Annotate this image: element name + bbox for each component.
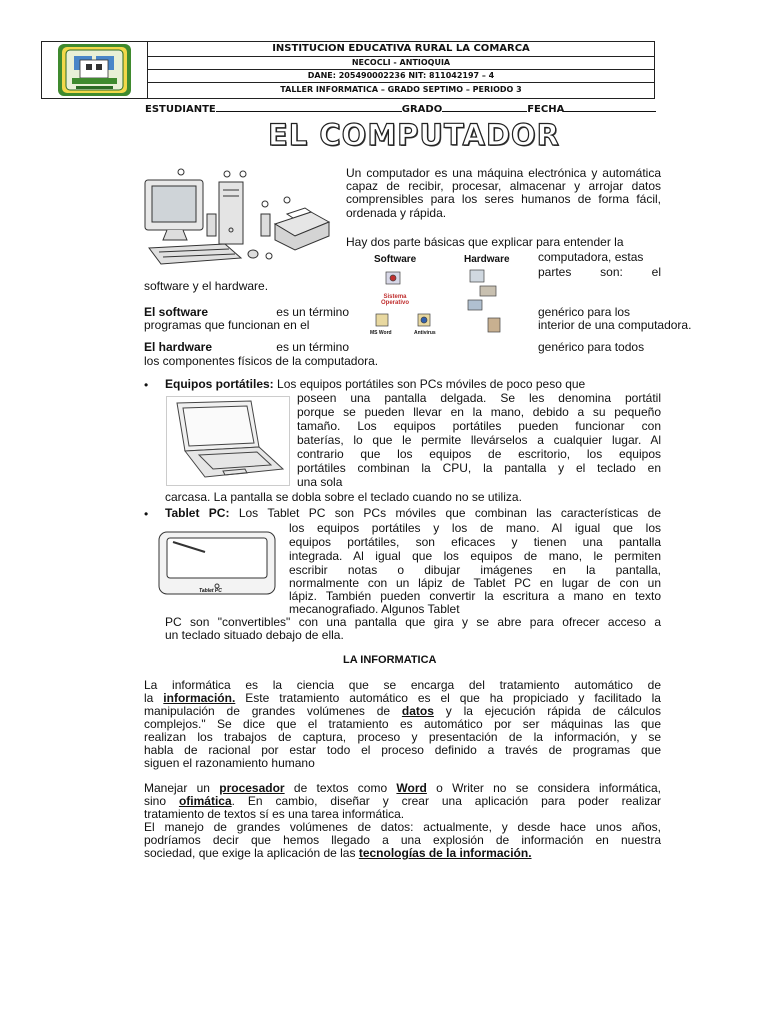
laptop-line8: una sola bbox=[297, 475, 343, 489]
info-p2-e: . En cambio, diseñar y crear una aplicación para poder realizar bbox=[231, 794, 661, 808]
header-table bbox=[41, 41, 655, 99]
date-label: FECHA bbox=[527, 104, 565, 115]
datos-link[interactable]: datos bbox=[401, 704, 434, 718]
info-p2-c: o Writer no se considera informática, bbox=[436, 781, 662, 795]
computer-illustration-icon bbox=[135, 166, 335, 270]
tablet-line5: escribir notas o dibujar imágenes en la pantalla, bbox=[289, 563, 661, 577]
tablet-line9: PC son "convertibles" con una pantalla que gira y se abre para ofrecer acceso a bbox=[165, 615, 661, 629]
info-p1-line5: realizan los trabajos de captura, proceso y presentación de la información, y se bbox=[144, 730, 661, 744]
date-blank[interactable] bbox=[564, 111, 656, 112]
info-p3-line3 bbox=[144, 847, 532, 860]
tablet-line1 bbox=[165, 507, 661, 520]
laptop-line3: porque se pueden llevar en la mano, debido a su pequeño bbox=[297, 405, 661, 419]
workshop-title: TALLER INFORMATICA – GRADO SEPTIMO – PERIODO 3 bbox=[280, 85, 522, 94]
diagram-hardware-label: Hardware bbox=[464, 254, 510, 265]
diagram-word-label: MS Word bbox=[370, 330, 392, 336]
hardware-term: El hardware bbox=[144, 340, 213, 354]
intro-parts-line1: Hay dos parte básicas que explicar para entender la bbox=[346, 235, 624, 249]
student-info-line bbox=[145, 104, 656, 115]
ofimatica-link[interactable]: ofimática bbox=[178, 794, 232, 808]
laptop-line1-text: Los equipos portátiles son PCs móviles de poco peso que bbox=[277, 377, 586, 391]
tablet-line6: normalmente con un lápiz de Tablet PC en lugar de con un bbox=[289, 576, 661, 590]
software-def-a: es un término bbox=[276, 305, 349, 319]
tablet-image bbox=[155, 528, 280, 598]
intro-word-partes: partes bbox=[538, 265, 572, 279]
laptop-term: Equipos portátiles: bbox=[165, 377, 274, 391]
software-term: El software bbox=[144, 305, 209, 319]
info-p1-line6: habla de racional por estar todo el proceso definido a través de programas que bbox=[144, 743, 661, 757]
intro-parts-line2: computadora, estas bbox=[538, 250, 644, 264]
info-p1-line7: siguen el razonamiento humano bbox=[144, 756, 315, 770]
info-word-la: la bbox=[144, 691, 154, 705]
tablet-line8: mecanografiado. Algunos Tablet bbox=[289, 602, 460, 616]
info-p3-line1: El manejo de grandes volúmenes de datos: actualmente, y desde hace unos años, bbox=[144, 820, 661, 834]
intro-paragraph: Un computador es una máquina electrónica y automática capaz de recibir, procesar, almacenar y arrojar datos comprensibles para los seres humanos de forma fácil, ordenada y rápida. bbox=[346, 166, 661, 220]
hardware-def-line1 bbox=[144, 341, 349, 354]
laptop-line2: poseen una pantalla delgada. Se les denomina portátil bbox=[297, 391, 661, 405]
diagram-os-label: Sistema Operativo bbox=[380, 294, 409, 306]
laptop-icon bbox=[167, 397, 289, 485]
software-def-b: genérico para los bbox=[538, 305, 631, 319]
info-p2-d: sino bbox=[144, 794, 167, 808]
info-p1-line3-a: manipulación de grandes volúmenes de bbox=[144, 704, 391, 718]
laptop-line7: portátiles combinan la CPU, la pantalla y el teclado en bbox=[297, 461, 661, 475]
info-p2-b: de textos como bbox=[293, 781, 388, 795]
intro-word-son: son: bbox=[600, 265, 623, 279]
grade-blank[interactable] bbox=[442, 111, 527, 112]
software-def-c: programas que funcionan en el bbox=[144, 318, 310, 332]
informatica-heading: LA INFORMATICA bbox=[343, 654, 437, 666]
tablet-line3: equipos portátiles, son eficaces y tienen una pantalla bbox=[289, 535, 661, 549]
diagram-software-label: Software bbox=[374, 254, 417, 265]
laptop-line9: carcasa. La pantalla se dobla sobre el teclado cuando no se utiliza. bbox=[165, 490, 522, 504]
laptop-line1 bbox=[165, 378, 585, 391]
institution-dane: DANE: 205490002236 NIT: 811042197 – 4 bbox=[148, 70, 654, 83]
info-p3-line2: podríamos decir que hemos llegado a una explosión de información en nuestra bbox=[144, 833, 661, 847]
computer-parts-image bbox=[135, 166, 335, 270]
procesador-link[interactable]: procesador bbox=[219, 781, 285, 795]
intro-word-el: el bbox=[651, 265, 661, 279]
info-p1-line4: complejos." Se dice que el tratamiento es automático por ser máquinas las que bbox=[144, 717, 661, 731]
laptop-line4: tamaño. Los equipos portátiles pueden funcionar con bbox=[297, 419, 661, 433]
laptop-line5: baterías, lo que le permite llevárselos a cualquier lugar. Al bbox=[297, 433, 661, 447]
info-p2-line3: tratamiento de textos sí es una tarea informática. bbox=[144, 807, 405, 821]
student-label: ESTUDIANTE bbox=[145, 104, 216, 115]
info-p3-c: sociedad, que exige la aplicación de las bbox=[144, 846, 356, 860]
intro-parts-line4: software y el hardware. bbox=[144, 279, 269, 293]
tecnologias-link[interactable]: tecnologías de la información. bbox=[358, 846, 532, 860]
grade-label: GRADO bbox=[401, 104, 443, 115]
informacion-link[interactable]: información. bbox=[163, 691, 236, 705]
word-link[interactable]: Word bbox=[396, 781, 427, 795]
info-p1-line2-text: Este tratamiento automático es el que ha propiciado y facilitado la bbox=[245, 691, 661, 705]
hardware-def-c: los componentes físicos de la computadora. bbox=[144, 354, 379, 368]
student-blank[interactable] bbox=[216, 111, 402, 112]
software-hardware-diagram bbox=[362, 252, 530, 340]
software-def-d: interior de una computadora. bbox=[538, 318, 692, 332]
school-logo bbox=[42, 42, 148, 98]
tablet-bullet: • bbox=[144, 507, 149, 521]
info-p1-line1: La informática es la ciencia que se encarga del tratamiento automático de bbox=[144, 678, 661, 692]
institution-name: INSTITUCION EDUCATIVA RURAL LA COMARCA bbox=[148, 42, 654, 57]
school-crest-icon bbox=[42, 42, 147, 98]
page-title: EL COMPUTADOR bbox=[268, 118, 561, 152]
laptop-line6: contrario que los equipos de escritorio, los equipos bbox=[297, 447, 661, 461]
institution-location: NECOCLI - ANTIOQUIA bbox=[148, 57, 654, 70]
tablet-term: Tablet PC: bbox=[165, 506, 230, 520]
diagram-antivirus-label: Antivirus bbox=[414, 330, 436, 336]
laptop-bullet: • bbox=[144, 378, 149, 392]
info-p2-a: Manejar un bbox=[144, 781, 210, 795]
hardware-def-b: genérico para todos bbox=[538, 340, 645, 354]
tablet-line7: lápiz. También pueden convertir la escritura a mano en texto bbox=[289, 589, 661, 603]
tablet-line1-text: Los Tablet PC son PCs móviles que combinan las características de bbox=[238, 506, 661, 520]
intro-parts-line3 bbox=[538, 266, 661, 279]
hardware-def-a: es un término bbox=[276, 340, 349, 354]
tablet-line10: un teclado situado debajo de ella. bbox=[165, 628, 344, 642]
tablet-line2: los equipos portátiles y los de mano. Al igual que los bbox=[289, 521, 661, 535]
tablet-line4: integrada. Al igual que los equipos de mano, le permiten bbox=[289, 549, 661, 563]
laptop-image bbox=[166, 396, 290, 486]
info-p1-line3-b: y la ejecución rápida de cálculos bbox=[445, 704, 661, 718]
tablet-image-caption: Tablet PC bbox=[199, 588, 222, 594]
